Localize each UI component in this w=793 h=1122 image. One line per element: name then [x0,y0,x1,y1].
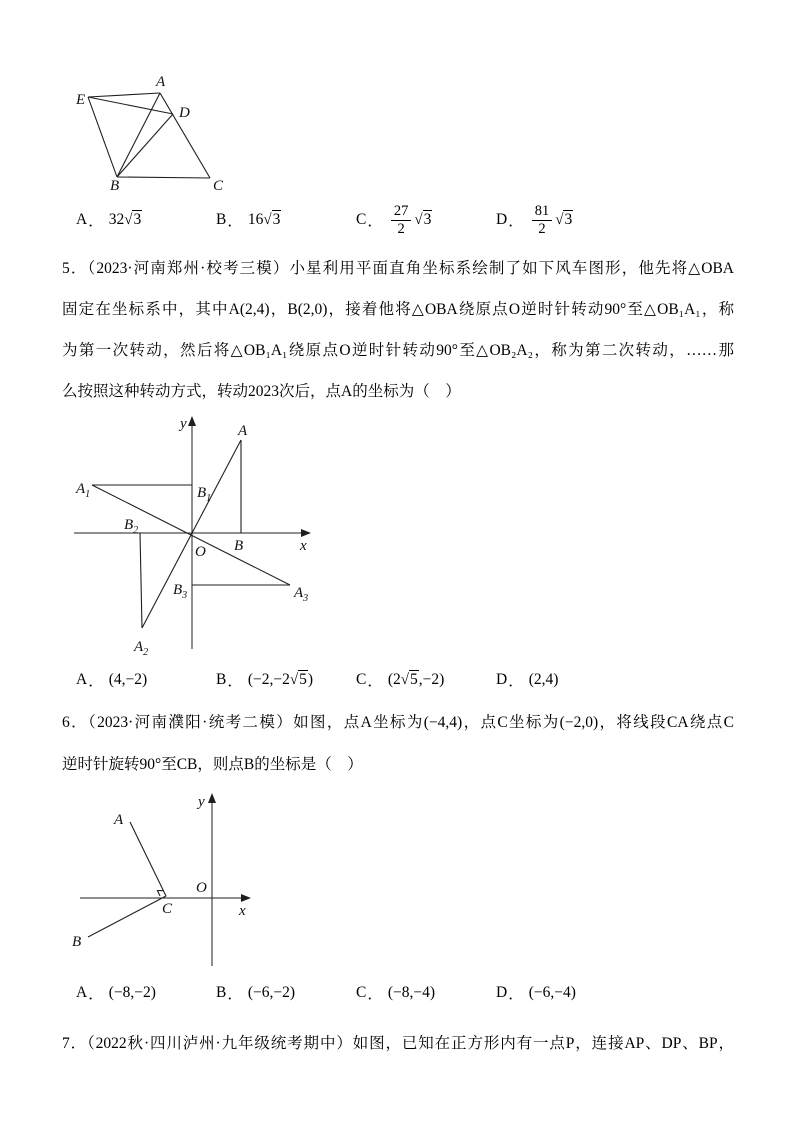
option-q4-a: A ． 32 √3 [76,211,142,230]
figure-pinwheel-axes [58,413,328,663]
point-label-A: A [114,812,124,828]
axis-label-x: x [300,538,307,554]
option-q4-c: C ． $\frac{27}{2}$ √3 [356,202,432,237]
point-label-B3: $B_3$ [173,582,188,601]
point-label-O: O [196,880,207,896]
point-label-E: E [76,92,86,108]
sqrt-sign: √ [289,672,299,688]
question-5-line-1: 5．（2023·河南郑州·校考三模）小星利用平面直角坐标系绘制了如下风车图形，他先将△OBA [62,260,734,277]
sqrt-sign: √ [555,212,564,228]
question-5-line-2: 固定在坐标系中，其中A(2,4)，B(2,0)，接着他将△OBA绕原点O逆时针转动90°至△OB₁A₁，称 [62,301,734,318]
fraction: $\frac{27}{2}$ [391,203,412,237]
question-7 [62,1023,734,1065]
option-q5-b: B ． (−2,−2 √5 ) [216,671,314,690]
options-row-q4 [76,198,636,242]
options-row-q6 [76,976,636,1010]
option-q6-c: C ． (−8,−4) [356,984,436,1003]
point-label-C: C [162,901,173,917]
point-label-A1: $A_1$ [76,481,91,500]
question-5-line-3: 为第一次转动，然后将△OB₁A₁绕原点O逆时针转动90°至△OB₂A₂，称为第二次转动，……那 [62,342,734,359]
point-label-O: O [195,544,206,560]
option-q6-d: D ． (−6,−4) [496,984,576,1003]
axis-label-y: y [198,794,205,810]
point-label-A3: $A_3$ [294,585,309,604]
point-label-D: D [179,105,190,121]
point-label-B: B [72,934,82,950]
axis-label-y: y [180,416,187,432]
question-6-line-2: 逆时针旋转90°至CB，则点B的坐标是（ ） [62,756,363,773]
options-row-q5 [76,663,636,697]
point-label-A2: $A_2$ [134,639,149,658]
point-label-A: A [238,423,248,439]
sqrt-sign: √ [263,212,272,228]
sqrt-sign: √ [124,212,133,228]
fraction: $\frac{81}{2}$ [532,203,553,237]
sqrt-sign: √ [400,672,410,688]
point-label-B1: $B_1$ [197,485,212,504]
point-label-B: B [110,178,120,194]
point-label-C: C [213,178,224,194]
option-q6-a: A ． (−8,−2) [76,984,156,1003]
figure-triangle-rotation [70,73,240,198]
option-q4-d: D ． $\frac{81}{2}$ √3 [496,202,573,237]
question-6 [62,702,734,786]
point-label-B: B [234,538,244,554]
point-label-B2: $B_2$ [124,517,139,536]
option-q5-d: D ． (2,4) [496,671,559,690]
question-5 [62,248,734,412]
point-label-A: A [156,74,166,90]
question-7-line-1: 7．（2022秋·四川泸州·九年级统考期中）如图，已知在正方形内有一点P，连接AP、DP、BP， [62,1035,734,1052]
question-5-line-4: 么按照这种转动方式，转动2023次后，点A的坐标为（ ） [62,383,461,400]
sqrt-sign: √ [414,212,423,228]
option-q5-c: C ． (2 √5 ,−2) [356,671,445,690]
option-q4-b: B ． 16 √3 [216,211,281,230]
axis-label-x: x [239,903,246,919]
option-q5-a: A ． (4,−2) [76,671,148,690]
figure-rotation-axes [58,788,288,973]
option-q6-b: B ． (−6,−2) [216,984,296,1003]
question-6-line-1: 6．（2023·河南濮阳·统考二模）如图，点A坐标为(−4,4)，点C坐标为(−2,0)，将线段CA绕点C [62,714,734,731]
